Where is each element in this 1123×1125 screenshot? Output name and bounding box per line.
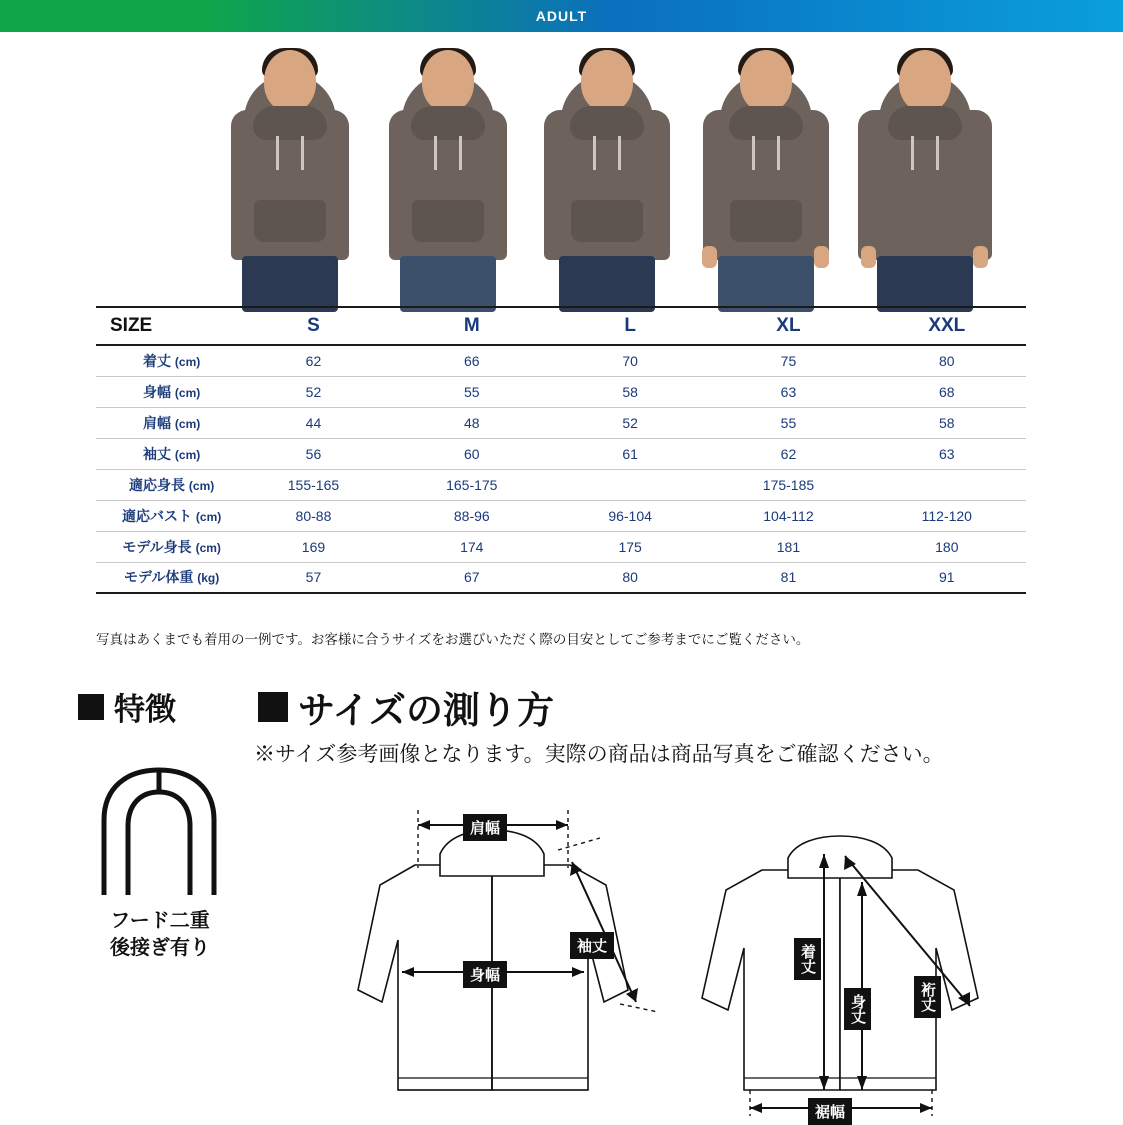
cell: 44	[234, 407, 392, 438]
cell: 88-96	[393, 500, 551, 531]
back-measurement-diagram	[640, 790, 1040, 1120]
disclaimer-note: 写真はあくまでも着用の一例です。お客様に合うサイズをお選びいただく際の目安としてご参考までにご覧ください。	[96, 632, 810, 647]
cell: 63	[868, 438, 1026, 469]
row-label: 袖丈 (cm)	[96, 438, 234, 469]
feature-caption-line1: フード二重	[110, 910, 210, 932]
cell: 80-88	[234, 500, 392, 531]
drawstring-right	[618, 136, 621, 170]
model-photo	[222, 50, 357, 310]
hand	[861, 246, 876, 268]
model-photo	[698, 50, 833, 310]
cell: 58	[551, 376, 709, 407]
cell: 96-104	[551, 500, 709, 531]
jeans	[877, 256, 973, 312]
label-body-length: 着丈	[794, 938, 821, 980]
cell: 48	[393, 407, 551, 438]
header-l: L	[551, 307, 709, 345]
cell: 58	[868, 407, 1026, 438]
cell: 56	[234, 438, 392, 469]
kangaroo-pocket	[254, 200, 326, 242]
cell: 180	[868, 531, 1026, 562]
cell: 67	[393, 562, 551, 593]
face-shape	[899, 50, 951, 112]
table-header-row	[96, 307, 1026, 345]
feature-caption-line2: 後接ぎ有り	[110, 937, 210, 959]
model-photo	[857, 50, 992, 310]
measuring-heading	[258, 680, 554, 734]
header-s: S	[234, 307, 392, 345]
header-m: M	[393, 307, 551, 345]
cell: 80	[551, 562, 709, 593]
cell: 175	[551, 531, 709, 562]
drawstring-right	[301, 136, 304, 170]
row-label: 適応身長 (cm)	[96, 469, 234, 500]
cell: 62	[709, 438, 867, 469]
cell: 52	[551, 407, 709, 438]
table-row	[96, 562, 1026, 593]
size-chart	[96, 306, 1026, 594]
cell: 169	[234, 531, 392, 562]
cell: 52	[234, 376, 392, 407]
cell: 81	[709, 562, 867, 593]
kangaroo-pocket	[412, 200, 484, 242]
drawstring-left	[752, 136, 755, 170]
features-heading-label: 特徴	[114, 692, 176, 727]
cell: 60	[393, 438, 551, 469]
cell: 55	[709, 407, 867, 438]
model-photo	[540, 50, 675, 310]
cell: 155-165	[234, 469, 392, 500]
row-label: モデル体重 (kg)	[96, 562, 234, 593]
table-row	[96, 438, 1026, 469]
header-size: SIZE	[96, 307, 234, 345]
header-xl: XL	[709, 307, 867, 345]
face-shape	[740, 50, 792, 112]
jeans	[242, 256, 338, 312]
row-label: 適応バスト (cm)	[96, 500, 234, 531]
features-heading	[78, 684, 176, 729]
size-table	[96, 306, 1026, 594]
drawstring-left	[593, 136, 596, 170]
jeans	[559, 256, 655, 312]
label-chest-width: 身幅	[463, 961, 507, 988]
square-bullet-icon	[78, 694, 104, 720]
drawstring-left	[911, 136, 914, 170]
hood-front	[729, 106, 803, 140]
label-shoulder-width: 肩幅	[463, 814, 507, 841]
label-hem-width: 裾幅	[808, 1098, 852, 1125]
drawstring-left	[434, 136, 437, 170]
front-measurement-diagram	[320, 790, 670, 1110]
row-label: 着丈 (cm)	[96, 345, 234, 376]
table-row	[96, 500, 1026, 531]
cell: 63	[709, 376, 867, 407]
cell: 68	[868, 376, 1026, 407]
drawstring-left	[276, 136, 279, 170]
label-sleeve-span: 裄丈	[914, 976, 941, 1018]
label-total-length: 身丈	[844, 988, 871, 1030]
row-label: 肩幅 (cm)	[96, 407, 234, 438]
jeans	[400, 256, 496, 312]
cell: 165-175	[393, 469, 551, 500]
back-jacket-drawing	[640, 790, 1040, 1120]
table-row	[96, 531, 1026, 562]
cell: 80	[868, 345, 1026, 376]
cell: 91	[868, 562, 1026, 593]
drawstring-right	[777, 136, 780, 170]
hood-front	[888, 106, 962, 140]
kangaroo-pocket	[571, 200, 643, 242]
drawstring-right	[936, 136, 939, 170]
drawstring-right	[459, 136, 462, 170]
cell: 104-112	[709, 500, 867, 531]
face-shape	[581, 50, 633, 112]
model-photo-strip	[222, 40, 992, 310]
banner-label: ADULT	[535, 8, 588, 24]
hand	[814, 246, 829, 268]
cell-merged: 175-185	[551, 469, 1026, 500]
header-xxl: XXL	[868, 307, 1026, 345]
cell: 61	[551, 438, 709, 469]
model-photo	[381, 50, 516, 310]
row-label: モデル身長 (cm)	[96, 531, 234, 562]
cell: 70	[551, 345, 709, 376]
face-shape	[422, 50, 474, 112]
cell: 62	[234, 345, 392, 376]
table-row	[96, 345, 1026, 376]
measuring-note: ※サイズ参考画像となります。実際の商品は商品写真をご確認ください。	[254, 743, 944, 766]
face-shape	[264, 50, 316, 112]
cell: 66	[393, 345, 551, 376]
jeans	[718, 256, 814, 312]
cell: 174	[393, 531, 551, 562]
hand	[973, 246, 988, 268]
row-label: 身幅 (cm)	[96, 376, 234, 407]
hood-double-layer-illustration	[84, 760, 234, 900]
cell: 55	[393, 376, 551, 407]
cell: 75	[709, 345, 867, 376]
cell: 57	[234, 562, 392, 593]
cell: 181	[709, 531, 867, 562]
feature-caption	[70, 908, 250, 962]
table-row	[96, 376, 1026, 407]
kangaroo-pocket	[730, 200, 802, 242]
adult-banner	[0, 0, 1123, 32]
hood-front	[570, 106, 644, 140]
table-row	[96, 469, 1026, 500]
hand	[702, 246, 717, 268]
measuring-heading-label: サイズの測り方	[298, 690, 555, 731]
table-row	[96, 407, 1026, 438]
square-bullet-icon	[258, 692, 288, 722]
cell: 112-120	[868, 500, 1026, 531]
hood-front	[253, 106, 327, 140]
label-sleeve-length: 袖丈	[570, 932, 614, 959]
hood-front	[411, 106, 485, 140]
